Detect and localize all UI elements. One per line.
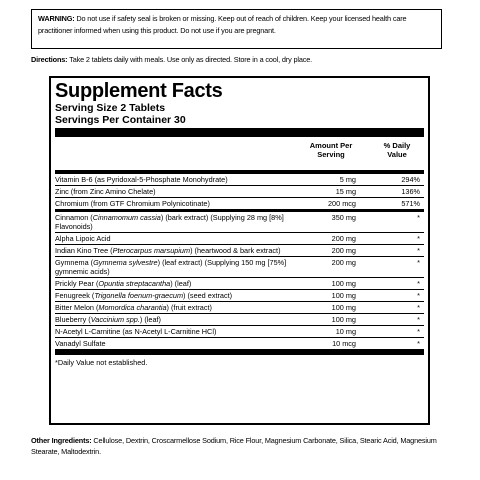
dv-header-line1: % Daily xyxy=(383,141,411,150)
ingredient-name-post: ) (seed extract) xyxy=(183,291,233,300)
table-row xyxy=(55,174,424,186)
table-row xyxy=(55,290,424,302)
ingredient-amount: 15 mg xyxy=(335,187,356,196)
other-ingredients-label: Other Ingredients: xyxy=(31,436,92,445)
warning-text: Do not use if safety seal is broken or missing. Keep out of reach of children. Keep your licensed health care practitioner informed when using this product. Do not use if you are pregnant. xyxy=(38,14,407,35)
ingredient-daily-value: 571% xyxy=(401,199,420,208)
table-row xyxy=(55,314,424,326)
ingredient-name: Chromium (from GTF Chromium Polynicotinate) xyxy=(55,199,210,208)
ingredient-name-pre: Bitter Melon ( xyxy=(55,303,99,312)
servings-per-container: Servings Per Container 30 xyxy=(55,114,186,126)
ingredient-name xyxy=(55,246,291,255)
facts-title: Supplement Facts xyxy=(55,80,223,102)
other-ingredients xyxy=(31,435,451,457)
ingredient-amount: 10 mcg xyxy=(332,339,356,348)
ingredient-latin-name: Momordica charantia xyxy=(98,303,167,312)
ingredient-amount: 100 mg xyxy=(331,303,356,312)
ingredient-name-post: ) (leaf) xyxy=(139,315,161,324)
table-row xyxy=(55,186,424,198)
ingredient-name: Vanadyl Sulfate xyxy=(55,339,106,348)
table-row xyxy=(55,212,424,233)
ingredient-name xyxy=(55,303,291,312)
warning-box xyxy=(31,9,442,49)
ingredient-latin-name: Pterocarpus marsupium xyxy=(112,246,191,255)
ingredient-name-pre: Cinnamon ( xyxy=(55,213,93,222)
amount-header xyxy=(301,141,361,159)
ingredient-daily-value: * xyxy=(417,303,420,312)
ingredient-name-pre: Gymnema ( xyxy=(55,258,94,267)
table-row xyxy=(55,278,424,290)
other-ingredients-text: Cellulose, Dextrin, Croscarmellose Sodium, Rice Flour, Magnesium Carbonate, Silica, Stearic Acid, Magnesium Stearate, Maltodextrin. xyxy=(31,436,437,456)
supplement-facts-panel xyxy=(49,76,430,425)
ingredient-name-post: ) (bark extract) (Supplying 28 mg [8%] Flavonoids) xyxy=(55,213,284,231)
daily-value-header xyxy=(367,141,427,159)
ingredient-amount: 100 mg xyxy=(331,291,356,300)
ingredient-amount: 200 mcg xyxy=(328,199,356,208)
ingredient-name-pre: Fenugreek ( xyxy=(55,291,95,300)
ingredient-name xyxy=(55,279,291,288)
ingredient-name: Zinc (from Zinc Amino Chelate) xyxy=(55,187,156,196)
ingredient-amount: 100 mg xyxy=(331,315,356,324)
ingredient-name xyxy=(55,258,291,276)
ingredient-latin-name: Trigonella foenum-graecum xyxy=(94,291,184,300)
ingredient-name-pre: Indian Kino Tree ( xyxy=(55,246,113,255)
ingredient-daily-value: * xyxy=(417,291,420,300)
ingredient-amount: 5 mg xyxy=(339,175,356,184)
ingredient-name: Alpha Lipoic Acid xyxy=(55,234,111,243)
table-row xyxy=(55,233,424,245)
ingredient-daily-value: 294% xyxy=(401,175,420,184)
ingredient-name xyxy=(55,315,291,324)
table-row xyxy=(55,326,424,338)
table-row xyxy=(55,257,424,278)
amount-header-line2: Serving xyxy=(317,150,345,159)
directions-label: Directions: xyxy=(31,55,68,64)
serving-size: Serving Size 2 Tablets xyxy=(55,102,166,114)
nutrient-table xyxy=(55,174,424,349)
ingredient-name-pre: Blueberry ( xyxy=(55,315,91,324)
ingredient-latin-name: Opuntia streptacantha xyxy=(98,279,171,288)
ingredient-name-post: ) (leaf extract) (Supplying 150 mg [75%] gymnemic acids) xyxy=(55,258,287,276)
column-header xyxy=(55,138,424,170)
ingredient-name: N-Acetyl L-Carnitine (as N-Acetyl L-Carnitine HCl) xyxy=(55,327,217,336)
footnote: *Daily Value not established. xyxy=(55,358,148,367)
ingredient-name-post: ) (leaf) xyxy=(170,279,192,288)
ingredient-amount: 200 mg xyxy=(331,246,356,255)
ingredient-daily-value: * xyxy=(417,258,420,267)
table-row xyxy=(55,245,424,257)
ingredient-daily-value: * xyxy=(417,327,420,336)
ingredient-amount: 100 mg xyxy=(331,279,356,288)
dv-header-line2: Value xyxy=(387,150,407,159)
ingredient-latin-name: Vaccinium spp. xyxy=(90,315,140,324)
amount-header-line1: Amount Per xyxy=(309,141,353,150)
ingredient-name-pre: Prickly Pear ( xyxy=(55,279,99,288)
ingredient-daily-value: * xyxy=(417,279,420,288)
ingredient-daily-value: * xyxy=(417,315,420,324)
ingredient-name xyxy=(55,213,291,231)
warning-label: WARNING: xyxy=(38,14,75,23)
ingredient-name-post: ) (heartwood & bark extract) xyxy=(190,246,281,255)
table-row xyxy=(55,338,424,349)
ingredient-latin-name: Gymnema sylvestre xyxy=(93,258,158,267)
ingredient-amount: 200 mg xyxy=(331,234,356,243)
directions xyxy=(31,55,451,65)
directions-text: Take 2 tablets daily with meals. Use only as directed. Store in a cool, dry place. xyxy=(67,55,313,64)
ingredient-amount: 10 mg xyxy=(335,327,356,336)
ingredient-daily-value: 136% xyxy=(401,187,420,196)
ingredient-name-post: ) (fruit extract) xyxy=(166,303,212,312)
ingredient-daily-value: * xyxy=(417,246,420,255)
thick-divider xyxy=(55,128,424,137)
table-row xyxy=(55,198,424,212)
ingredient-name xyxy=(55,291,291,300)
ingredient-amount: 200 mg xyxy=(331,258,356,267)
ingredient-name: Vitamin B-6 (as Pyridoxal-5-Phosphate Monohydrate) xyxy=(55,175,228,184)
ingredient-daily-value: * xyxy=(417,234,420,243)
table-row xyxy=(55,302,424,314)
ingredient-latin-name: Cinnamomum cassia xyxy=(92,213,161,222)
ingredient-daily-value: * xyxy=(417,213,420,222)
ingredient-amount: 350 mg xyxy=(331,213,356,222)
ingredient-daily-value: * xyxy=(417,339,420,348)
